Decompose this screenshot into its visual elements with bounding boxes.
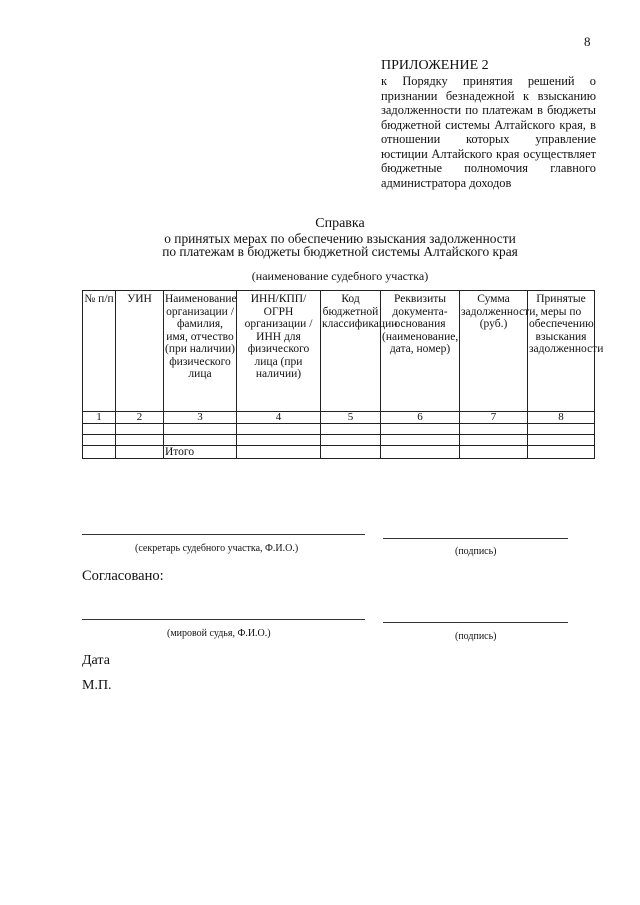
agreed-label: Согласовано: xyxy=(82,568,164,584)
table-row xyxy=(83,424,595,435)
header-uin: УИН xyxy=(116,291,164,412)
judge-caption: (мировой судья, Ф.И.О.) xyxy=(167,628,271,639)
document-subtitle-line1: о принятых мерах по обеспечению взыскания задолженности xyxy=(164,231,516,246)
column-number: 6 xyxy=(381,412,460,424)
column-number: 1 xyxy=(83,412,116,424)
appendix-title: ПРИЛОЖЕНИЕ 2 xyxy=(381,58,489,73)
secretary-caption: (секретарь судебного участка, Ф.И.О.) xyxy=(135,543,299,554)
court-name-caption: (наименование судебного участка) xyxy=(251,269,429,283)
stamp-label: М.П. xyxy=(82,678,112,693)
column-number: 4 xyxy=(237,412,321,424)
header-amount: Сумма задолженности, (руб.) xyxy=(460,291,528,412)
secretary-signature-line xyxy=(82,534,365,535)
document-title: Справка xyxy=(315,216,365,231)
column-number: 2 xyxy=(116,412,164,424)
header-budget-code: Код бюджетной классификации xyxy=(321,291,381,412)
total-row xyxy=(83,446,595,459)
page-number: 8 xyxy=(584,34,591,49)
total-label: Итого xyxy=(164,446,237,459)
column-number: 7 xyxy=(460,412,528,424)
header-document: Реквизиты документа-основания (наименование, дата, номер) xyxy=(381,291,460,412)
appendix-text: к Порядку принятия решений о признании безнадежной к взысканию задолженности по платежам в бюджеты бюджетной системы Алтайского края, в отношении которых управление юстиции Алтайского края осуществляет бюджетные полномочия главного администратора доходов xyxy=(381,74,596,190)
debt-measures-table xyxy=(82,290,604,459)
signature-line-2 xyxy=(383,622,568,623)
signature-line-1 xyxy=(383,538,568,539)
header-measures: Принятые меры по обеспечению взыскания задолженности xyxy=(528,291,595,412)
judge-signature-line xyxy=(82,619,365,620)
header-name: Наименование организации / фамилия, имя, отчество (при наличии) физического лица xyxy=(164,291,237,412)
document-subtitle-line2: по платежам в бюджеты бюджетной системы Алтайского края xyxy=(162,244,518,259)
header-inn: ИНН/КПП/ ОГРН организации / ИНН для физического лица (при наличии) xyxy=(237,291,321,412)
column-number: 5 xyxy=(321,412,381,424)
table-row xyxy=(83,435,595,446)
signature-caption-1: (подпись) xyxy=(455,546,497,557)
signature-caption-2: (подпись) xyxy=(455,631,497,642)
date-label: Дата xyxy=(82,653,110,668)
header-number: № п/п xyxy=(83,291,116,412)
column-number: 3 xyxy=(164,412,237,424)
column-number: 8 xyxy=(528,412,595,424)
